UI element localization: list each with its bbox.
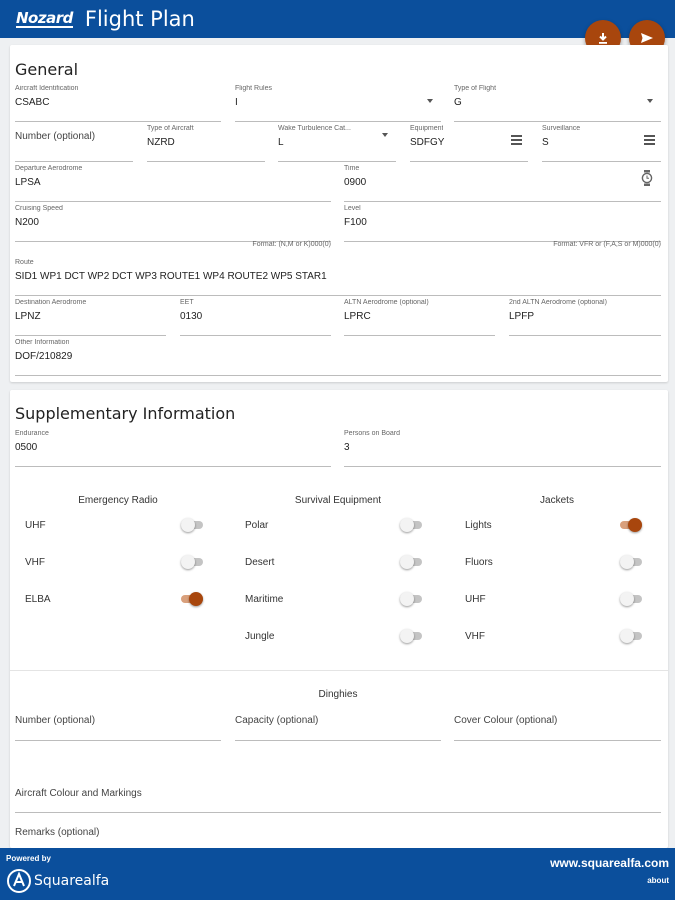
field-label: EET — [180, 299, 194, 306]
surveillance-field[interactable] — [542, 125, 661, 162]
field-label: Cruising Speed — [15, 205, 63, 212]
field-label: Wake Turbulence Cat... — [278, 125, 351, 132]
dinghies-capacity-field[interactable] — [235, 708, 441, 741]
toggle-label-lights: Lights — [465, 520, 492, 531]
field-label: Type of Flight — [454, 85, 497, 92]
emergency-radio-elba-toggle[interactable] — [181, 592, 203, 606]
download-icon — [596, 31, 610, 45]
supplementary-card — [10, 390, 668, 848]
field-label: Departure Aerodrome — [15, 165, 83, 172]
send-icon — [640, 31, 654, 45]
field-value: SID1 WP1 DCT WP2 DCT WP3 ROUTE1 WP4 ROUTE2 WP5 STAR1 — [15, 271, 327, 282]
field-value: CSABC — [15, 97, 50, 108]
field-value: G — [454, 97, 462, 108]
equipment-field[interactable] — [410, 125, 528, 162]
eet-field[interactable] — [180, 299, 331, 336]
toggle-label-jackets-uhf: UHF — [465, 594, 486, 605]
route-field[interactable] — [15, 259, 661, 296]
dinghies-cover-colour-field[interactable] — [454, 708, 661, 741]
jackets-title: Jackets — [540, 495, 574, 506]
field-value: L — [278, 137, 284, 148]
divider — [10, 670, 668, 671]
field-label: Aircraft Identification — [15, 85, 79, 92]
field-value: NZRD — [147, 137, 175, 148]
dropdown-arrow-icon — [427, 99, 433, 103]
emergency-radio-uhf-toggle[interactable] — [181, 518, 203, 532]
nozard-logo: Nozard — [16, 8, 73, 27]
cruising-speed-hint: Format: (N,M or K)000(0) — [252, 241, 331, 248]
field-label: Type of Aircraft — [147, 125, 194, 132]
toggle-label-uhf: UHF — [25, 520, 46, 531]
destination-aerodrome-field[interactable] — [15, 299, 166, 336]
level-field[interactable] — [344, 205, 661, 242]
jackets-uhf-toggle[interactable] — [620, 592, 642, 606]
toggle-label-elba: ELBA — [25, 594, 51, 605]
toggle-label-maritime: Maritime — [245, 594, 284, 605]
field-placeholder: Number (optional) — [15, 131, 96, 142]
remarks-label: Remarks (optional) — [15, 827, 100, 838]
survival-jungle-toggle[interactable] — [400, 629, 422, 643]
dinghies-title: Dinghies — [318, 689, 358, 700]
jackets-vhf-toggle[interactable] — [620, 629, 642, 643]
flight-rules-select[interactable] — [235, 85, 441, 122]
field-value: F100 — [344, 217, 367, 228]
field-value: LPFP — [509, 311, 535, 322]
general-card — [10, 45, 668, 382]
toggle-label-jackets-vhf: VHF — [465, 631, 485, 642]
field-value: LPRC — [344, 311, 371, 322]
time-field[interactable] — [344, 165, 661, 202]
toggle-label-vhf: VHF — [25, 557, 45, 568]
page-title: Flight Plan — [84, 7, 195, 31]
aircraft-colour-field[interactable] — [15, 812, 661, 813]
field-label: Route — [15, 259, 34, 266]
jackets-fluors-toggle[interactable] — [620, 555, 642, 569]
squarealfa-logo[interactable] — [6, 868, 109, 894]
other-information-field[interactable] — [15, 339, 661, 376]
field-value: N200 — [15, 217, 39, 228]
aircraft-colour-label: Aircraft Colour and Markings — [15, 788, 142, 799]
field-value: S — [542, 137, 549, 148]
powered-by-label: Powered by — [6, 854, 51, 863]
dropdown-arrow-icon — [382, 133, 388, 137]
field-label: Equipment — [410, 125, 444, 132]
about-link[interactable]: about — [647, 876, 669, 885]
survival-polar-toggle[interactable] — [400, 518, 422, 532]
website-link[interactable]: www.squarealfa.com — [550, 856, 669, 870]
field-label: 2nd ALTN Aerodrome (optional) — [509, 299, 607, 306]
field-placeholder: Cover Colour (optional) — [454, 715, 558, 726]
field-value: LPNZ — [15, 311, 41, 322]
field-value: LPSA — [15, 177, 41, 188]
section-title-general: General — [15, 60, 79, 79]
footer — [0, 848, 675, 900]
jackets-lights-toggle[interactable] — [620, 518, 642, 532]
field-value: DOF/210829 — [15, 351, 73, 362]
departure-aerodrome-field[interactable] — [15, 165, 331, 202]
toggle-label-jungle: Jungle — [245, 631, 275, 642]
field-value: 0130 — [180, 311, 203, 322]
toggle-label-fluors: Fluors — [465, 557, 493, 568]
field-label: Level — [344, 205, 361, 212]
field-label: Persons on Board — [344, 430, 401, 437]
field-label: Surveillance — [542, 125, 581, 132]
survival-maritime-toggle[interactable] — [400, 592, 422, 606]
aircraft-identification-field[interactable] — [15, 85, 221, 122]
emergency-radio-vhf-toggle[interactable] — [181, 555, 203, 569]
field-label: ALTN Aerodrome (optional) — [344, 299, 429, 306]
dropdown-arrow-icon — [647, 99, 653, 103]
survival-equipment-title: Survival Equipment — [294, 495, 382, 506]
field-label: Other Information — [15, 339, 70, 346]
emergency-radio-title: Emergency Radio — [78, 495, 158, 506]
field-value: SDFGY — [410, 137, 445, 148]
field-label: Endurance — [15, 430, 49, 437]
list-icon[interactable] — [644, 135, 655, 147]
clock-icon[interactable] — [641, 170, 653, 186]
dinghies-number-field[interactable] — [15, 708, 221, 741]
app-bar — [0, 0, 675, 38]
list-icon[interactable] — [511, 135, 522, 147]
survival-desert-toggle[interactable] — [400, 555, 422, 569]
wake-turbulence-select[interactable] — [278, 125, 396, 162]
second-altn-aerodrome-field[interactable] — [509, 299, 661, 336]
section-title-supplementary: Supplementary Information — [15, 404, 236, 423]
field-value: I — [235, 97, 238, 108]
persons-on-board-field[interactable] — [344, 430, 661, 467]
field-label: Destination Aerodrome — [15, 299, 87, 306]
field-placeholder: Capacity (optional) — [235, 715, 319, 726]
toggle-label-polar: Polar — [245, 520, 269, 531]
field-value: 3 — [344, 442, 350, 453]
type-of-aircraft-field[interactable] — [147, 125, 265, 162]
squarealfa-wordmark: Squarealfa — [34, 873, 110, 889]
type-of-flight-select[interactable] — [454, 85, 661, 122]
number-field[interactable] — [15, 125, 133, 162]
toggle-label-desert: Desert — [245, 557, 275, 568]
altn-aerodrome-field[interactable] — [344, 299, 495, 336]
level-hint: Format: VFR or (F,A,S or M)000(0) — [553, 241, 661, 248]
endurance-field[interactable] — [15, 430, 331, 467]
field-label: Time — [344, 165, 360, 172]
cruising-speed-field[interactable] — [15, 205, 331, 242]
field-label: Flight Rules — [235, 85, 272, 92]
squarealfa-logo-icon — [6, 868, 32, 894]
field-value: 0900 — [344, 177, 367, 188]
field-value: 0500 — [15, 442, 38, 453]
field-placeholder: Number (optional) — [15, 715, 96, 726]
